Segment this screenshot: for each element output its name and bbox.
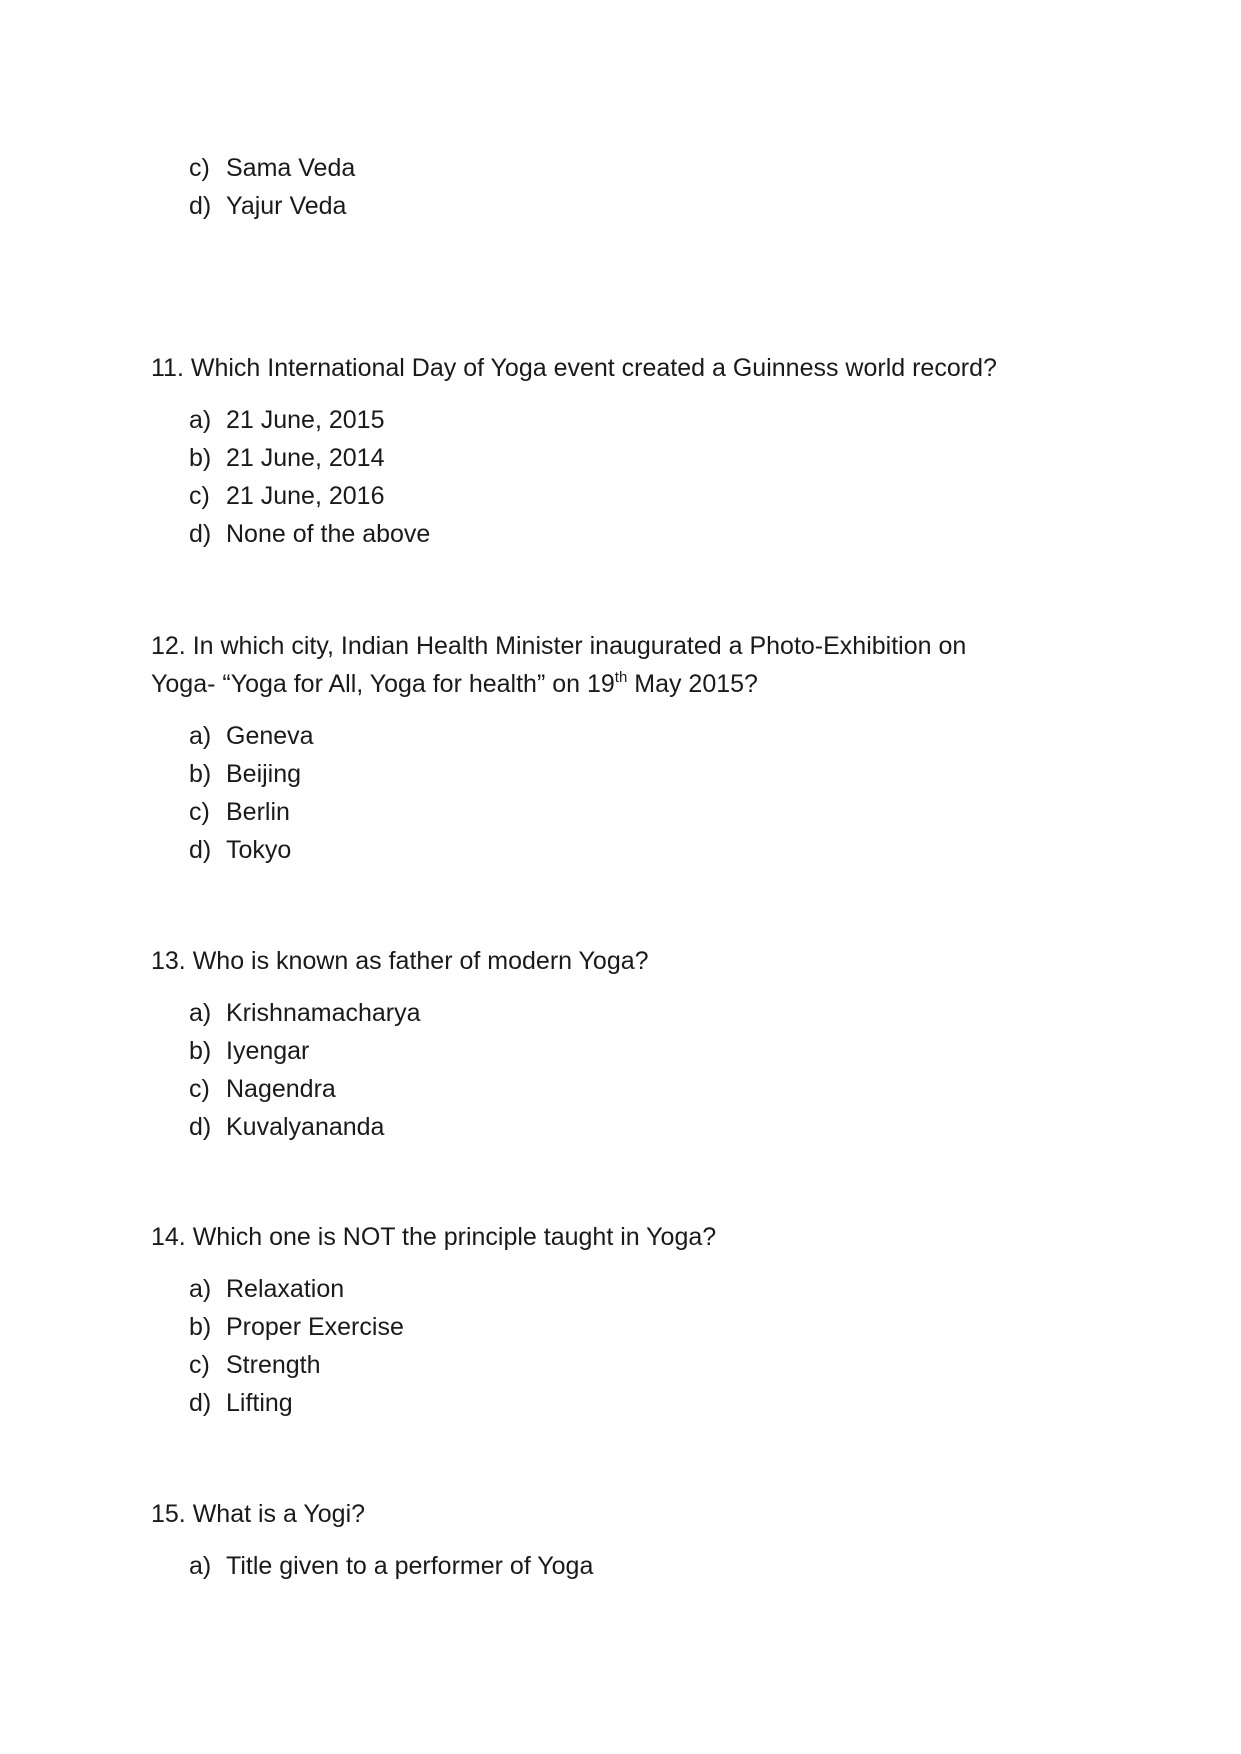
option-text: None of the above	[226, 520, 431, 548]
question-12-line1: 12. In which city, Indian Health Minister inaugurated a Photo-Exhibition on	[151, 632, 967, 660]
option-list	[151, 1547, 1131, 1585]
option-list	[151, 149, 1131, 225]
option-item	[189, 831, 1131, 869]
question-12-line2-post: May 2015?	[627, 670, 758, 698]
option-text: Beijing	[226, 760, 302, 788]
option-letter: d)	[189, 192, 212, 220]
question-14-block	[151, 1218, 1131, 1422]
question-13-block	[151, 942, 1131, 1146]
question-12-block	[151, 627, 1131, 869]
option-letter: a)	[189, 1552, 212, 1580]
option-text: Title given to a performer of Yoga	[226, 1552, 594, 1580]
question-12-text	[151, 627, 1131, 703]
option-item	[189, 187, 1131, 225]
carryover-options-block	[151, 149, 1131, 225]
option-item	[189, 1108, 1131, 1146]
option-text: Krishnamacharya	[226, 999, 421, 1027]
option-letter: a)	[189, 1275, 212, 1303]
option-list	[151, 1270, 1131, 1422]
question-12-line2-pre: Yoga- “Yoga for All, Yoga for health” on 19	[151, 670, 615, 698]
option-item	[189, 1384, 1131, 1422]
option-item	[189, 1547, 1131, 1585]
option-text: Iyengar	[226, 1037, 310, 1065]
option-text: Lifting	[226, 1389, 293, 1417]
question-15-block	[151, 1495, 1131, 1585]
option-text: 21 June, 2014	[226, 444, 385, 472]
question-11-block	[151, 349, 1131, 553]
option-item	[189, 1346, 1131, 1384]
option-letter: c)	[189, 1351, 210, 1379]
option-list	[151, 994, 1131, 1146]
ordinal-superscript: th	[614, 669, 628, 686]
question-11-text: 11. Which International Day of Yoga event created a Guinness world record?	[151, 354, 997, 382]
option-letter: a)	[189, 406, 212, 434]
option-item	[189, 1308, 1131, 1346]
option-letter: c)	[189, 482, 210, 510]
option-text: Kuvalyananda	[226, 1113, 385, 1141]
question-13-text: 13. Who is known as father of modern Yoga?	[151, 947, 649, 975]
option-item	[189, 717, 1131, 755]
question-15-text: 15. What is a Yogi?	[151, 1500, 366, 1528]
option-item	[189, 1070, 1131, 1108]
option-text: 21 June, 2015	[226, 406, 385, 434]
option-item	[189, 439, 1131, 477]
option-letter: b)	[189, 1037, 212, 1065]
option-list	[151, 717, 1131, 869]
option-letter: b)	[189, 1313, 212, 1341]
option-letter: b)	[189, 760, 212, 788]
option-text: Proper Exercise	[226, 1313, 404, 1341]
option-letter: b)	[189, 444, 212, 472]
option-text: Nagendra	[226, 1075, 336, 1103]
option-item	[189, 1270, 1131, 1308]
option-text: Strength	[226, 1351, 321, 1379]
option-item	[189, 401, 1131, 439]
option-list	[151, 401, 1131, 553]
option-letter: d)	[189, 520, 212, 548]
option-text: Sama Veda	[226, 154, 356, 182]
option-item	[189, 515, 1131, 553]
option-letter: d)	[189, 1113, 212, 1141]
option-item	[189, 755, 1131, 793]
option-item	[189, 149, 1131, 187]
option-item	[189, 994, 1131, 1032]
option-text: Relaxation	[226, 1275, 345, 1303]
option-text: Berlin	[226, 798, 290, 826]
question-14-text: 14. Which one is NOT the principle taught in Yoga?	[151, 1223, 717, 1251]
option-text: 21 June, 2016	[226, 482, 385, 510]
option-letter: c)	[189, 154, 210, 182]
option-letter: c)	[189, 798, 210, 826]
option-letter: d)	[189, 1389, 212, 1417]
option-text: Geneva	[226, 722, 314, 750]
option-text: Tokyo	[226, 836, 292, 864]
option-item	[189, 793, 1131, 831]
option-letter: c)	[189, 1075, 210, 1103]
option-letter: d)	[189, 836, 212, 864]
option-text: Yajur Veda	[226, 192, 347, 220]
option-item	[189, 477, 1131, 515]
option-letter: a)	[189, 722, 212, 750]
option-letter: a)	[189, 999, 212, 1027]
option-item	[189, 1032, 1131, 1070]
